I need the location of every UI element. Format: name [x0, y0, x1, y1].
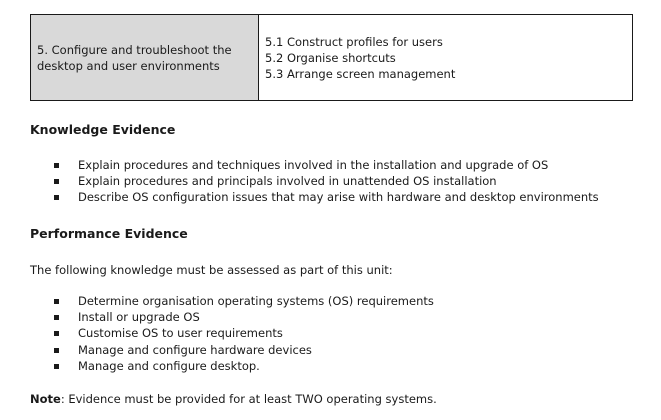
criteria-item: 5.2 Organise shortcuts: [265, 50, 396, 65]
note-label: Note: [30, 392, 61, 406]
performance-evidence-heading: Performance Evidence: [30, 226, 188, 241]
list-item-text: Manage and configure desktop.: [78, 358, 260, 373]
bullet-icon: [54, 331, 59, 336]
bullet-icon: [54, 195, 59, 200]
list-item-text: Install or upgrade OS: [78, 310, 200, 325]
list-item-text: Explain procedures and principals involved in unattended OS installation: [78, 174, 497, 189]
knowledge-evidence-heading: Knowledge Evidence: [30, 122, 176, 137]
element-text: 5. Configure and troubleshoot the desktop and user environments: [37, 42, 232, 73]
list-item: [52, 189, 599, 205]
bullet-icon: [54, 364, 59, 369]
note-paragraph: [30, 392, 437, 406]
criteria-item: 5.1 Construct profiles for users: [265, 34, 443, 49]
list-item: [52, 358, 434, 374]
bullet-icon: [54, 299, 59, 304]
list-item: [52, 293, 434, 309]
list-item-text: Describe OS configuration issues that may arise with hardware and desktop environments: [78, 190, 599, 205]
list-item: [52, 342, 434, 358]
performance-evidence-list: [52, 293, 434, 374]
performance-evidence-intro: The following knowledge must be assessed as part of this unit:: [30, 263, 393, 277]
bullet-icon: [54, 163, 59, 168]
list-item: [52, 325, 434, 341]
table-row: [31, 15, 633, 101]
list-item-text: Determine organisation operating systems (OS) requirements: [78, 294, 434, 308]
criteria-item: 5.3 Arrange screen management: [265, 66, 456, 81]
element-criteria-table: [30, 14, 633, 101]
bullet-icon: [54, 315, 59, 320]
bullet-icon: [54, 179, 59, 184]
list-item-text: Manage and configure hardware devices: [78, 342, 312, 357]
knowledge-evidence-list: [52, 157, 599, 206]
list-item-text: Explain procedures and techniques involved in the installation and upgrade of OS: [78, 158, 549, 172]
bullet-icon: [54, 348, 59, 353]
criteria-cell: [259, 15, 633, 101]
element-cell: [31, 15, 259, 101]
list-item: [52, 173, 599, 189]
note-text: : Evidence must be provided for at least TWO operating systems.: [60, 392, 437, 406]
list-item: [52, 157, 599, 173]
list-item-text: Customise OS to user requirements: [78, 326, 283, 341]
list-item: [52, 309, 434, 325]
